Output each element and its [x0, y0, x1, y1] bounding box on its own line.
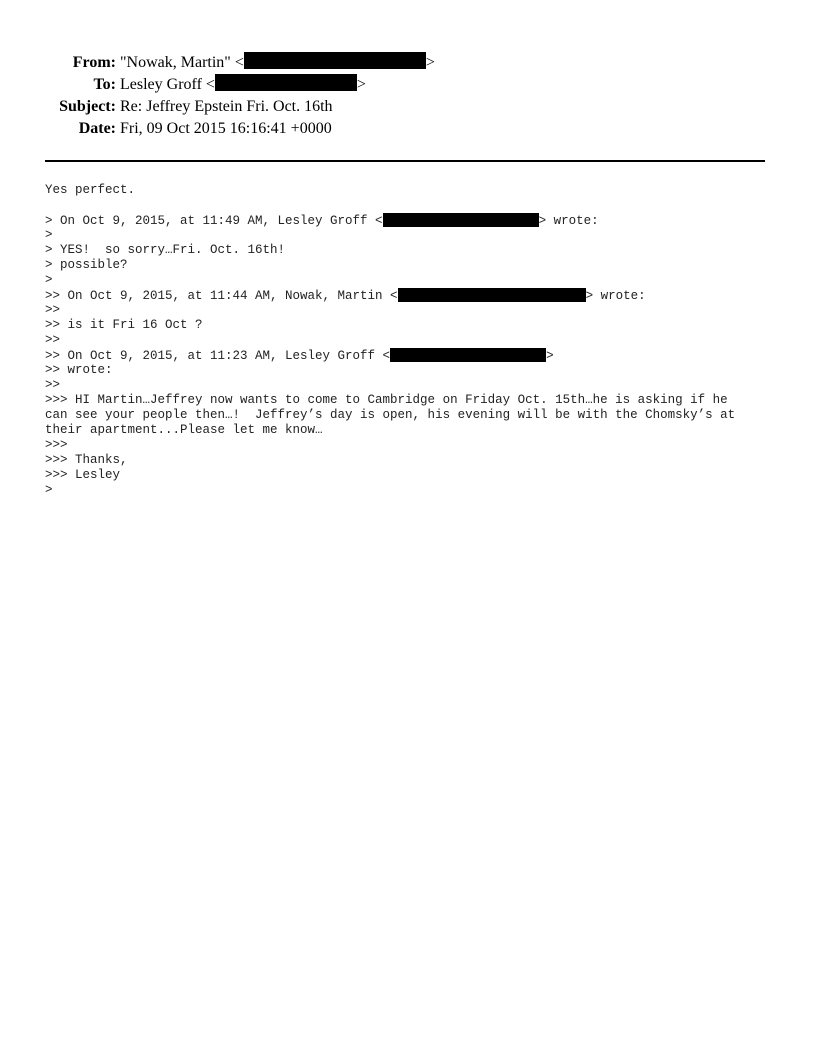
quote-email-redaction	[398, 288, 586, 302]
quote-header-line	[45, 348, 770, 363]
quote-header-line	[45, 213, 770, 228]
quote-line: > possible?	[45, 258, 128, 272]
quote-line: >>	[45, 333, 61, 347]
quote-line: >>> Lesley	[45, 468, 121, 482]
to-row	[0, 74, 435, 96]
quote-line: >>	[45, 303, 61, 317]
from-email-redaction	[244, 52, 426, 69]
subject-row	[0, 96, 435, 118]
from-value: "Nowak, Martin" <	[120, 54, 244, 71]
quote-line: >>	[45, 378, 61, 392]
body-line: Yes perfect.	[45, 183, 136, 197]
quote-line: >>> Thanks,	[45, 453, 128, 467]
quote-line: >	[45, 273, 53, 287]
quote-line: >	[45, 228, 53, 242]
quote-header-text: > On Oct 9, 2015, at 11:49 AM, Lesley Groff <	[45, 214, 383, 228]
quote-line: >>> HI Martin…Jeffrey now wants to come to Cambridge on Friday Oct. 15th…he is asking if he	[45, 393, 728, 407]
date-row	[0, 118, 435, 140]
from-row	[0, 52, 435, 74]
quote-header-text: >> On Oct 9, 2015, at 11:23 AM, Lesley Groff <	[45, 349, 391, 363]
quote-line: >> wrote:	[45, 363, 113, 377]
subject-value: Re: Jeffrey Epstein Fri. Oct. 16th	[120, 98, 333, 115]
from-label: From:	[72, 54, 116, 71]
quote-line: >>>	[45, 438, 68, 452]
quote-email-redaction	[383, 213, 539, 227]
to-label: To:	[93, 76, 116, 93]
subject-label: Subject:	[59, 98, 116, 115]
quote-line: their apartment...Please let me know…	[45, 423, 323, 437]
quote-line: > YES! so sorry…Fri. Oct. 16th!	[45, 243, 286, 257]
quote-email-redaction	[390, 348, 546, 362]
quote-header-text: >> On Oct 9, 2015, at 11:44 AM, Nowak, Martin <	[45, 289, 398, 303]
header-divider	[45, 160, 765, 162]
quote-line: can see your people then…! Jeffrey’s day is open, his evening will be with the Chomsky’s at	[45, 408, 736, 422]
email-header	[0, 52, 435, 140]
quote-header-line	[45, 288, 770, 303]
date-value: Fri, 09 Oct 2015 16:16:41 +0000	[120, 120, 332, 137]
from-close: >	[425, 54, 435, 71]
quote-header-suffix: > wrote:	[538, 214, 599, 228]
quote-line: >> is it Fri 16 Oct ?	[45, 318, 203, 332]
blank-line	[45, 198, 770, 213]
email-body	[45, 183, 770, 498]
quote-header-suffix: > wrote:	[585, 289, 646, 303]
to-value: Lesley Groff <	[120, 76, 215, 93]
to-close: >	[356, 76, 366, 93]
date-label: Date:	[78, 120, 116, 137]
quote-header-suffix: >	[546, 349, 554, 363]
quote-line: >	[45, 483, 53, 497]
to-email-redaction	[215, 74, 357, 91]
